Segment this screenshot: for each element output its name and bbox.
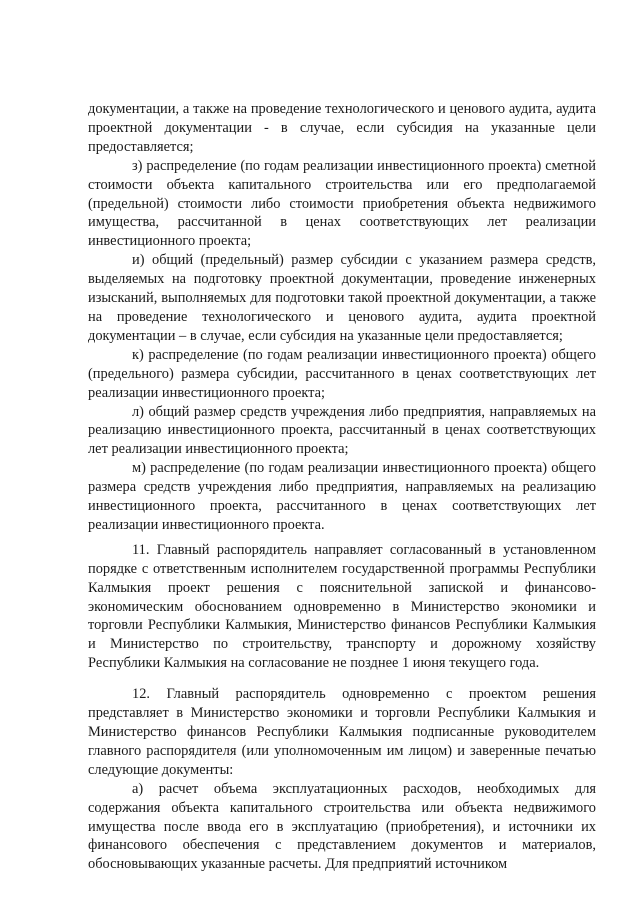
paragraph-item-a: а) расчет объема эксплуатационных расходов, необходимых для содержания объекта капитального строительства или объекта недвижимого имущества после ввода его в эксплуатацию (приобретения), и источники их финансового обеспечения с представлением документов и материалов, обосновывающих указанные расчеты. Для предприятий источником [88, 780, 596, 873]
paragraph-continuation: документации, а также на проведение технологического и ценового аудита, аудита проектной документации - в случае, если субсидия на указанные цели предоставляется; [88, 101, 596, 155]
paragraph-item-i: и) общий (предельный) размер субсидии с указанием размера средств, выделяемых на подготовку проектной документации, проведение инженерных изысканий, выполняемых для подготовки такой проектной документации, а также на проведение технологического и ценового аудита, аудита проектной документации – в случае, если субсидия на указанные цели предоставляется; [88, 252, 596, 344]
document-body [88, 100, 596, 874]
paragraph-clause-11: 11. Главный распорядитель направляет согласованный в установленном порядке с ответственным исполнителем государственной программы Республики Калмыкия проект решения с пояснительной запиской и финансово-экономическим обоснованием одновременно в Министерство экономики и торговли Республики Калмыкия, Министерство финансов Республики Калмыкия и Министерство по строительству, транспорту и дорожному хозяйству Республики Калмыкия на согласование не позднее 1 июня текущего года. [88, 541, 596, 672]
paragraph-item-m: м) распределение (по годам реализации инвестиционного проекта) общего размера средств учреждения либо предприятия, направляемых на реализацию инвестиционного проекта, рассчитанного в ценах соответствующих лет реализации инвестиционного проекта. [88, 460, 596, 533]
paragraph-item-k: к) распределение (по годам реализации инвестиционного проекта) общего (предельного) размера субсидии, рассчитанного в ценах соответствующих лет реализации инвестиционного проекта; [88, 346, 596, 401]
paragraph-clause-12: 12. Главный распорядитель одновременно с проектом решения представляет в Министерство экономики и торговли Республики Калмыкия и Министерство финансов Республики Калмыкия подписанные руководителем главного распорядителя (или уполномоченным им лицом) и заверенные печатью следующие документы: [88, 686, 596, 778]
paragraph-item-z: з) распределение (по годам реализации инвестиционного проекта) сметной стоимости объекта капитального строительства или его предполагаемой (предельной) стоимости либо стоимости приобретения объекта недвижимого имущества, рассчитанной в ценах соответствующих лет реализации инвестиционного проекта; [88, 157, 596, 250]
paragraph-item-l: л) общий размер средств учреждения либо предприятия, направляемых на реализацию инвестиционного проекта, рассчитанный в ценах соответствующих лет реализации инвестиционного проекта; [88, 403, 596, 458]
